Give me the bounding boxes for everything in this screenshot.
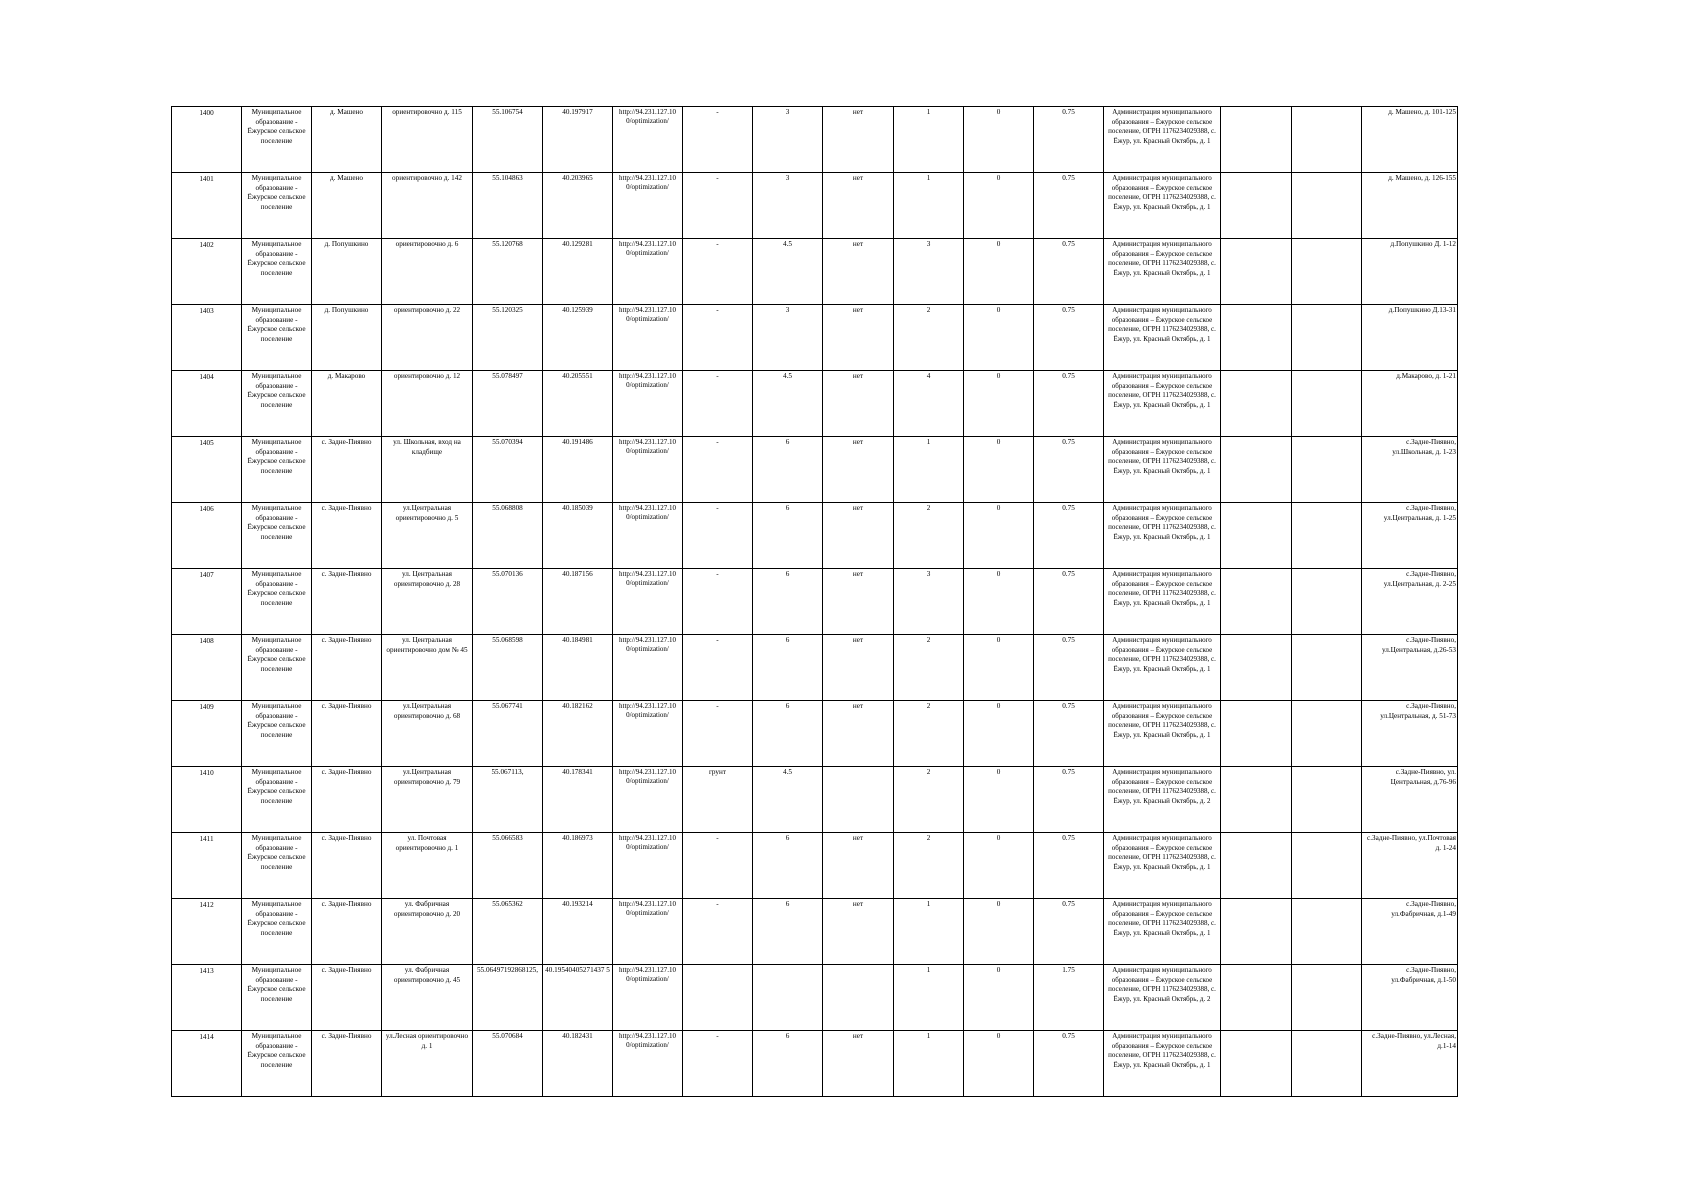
cell-cell-15 xyxy=(1221,701,1292,767)
cell-container-count: 2 xyxy=(894,635,964,701)
cell-latitude: 55.070136 xyxy=(473,569,543,635)
cell-location: ул.Лесная ориентировочно д. 1 xyxy=(382,1031,473,1097)
cell-container-count: 2 xyxy=(894,503,964,569)
cell-cell-15 xyxy=(1221,899,1292,965)
cell-settlement: д. Попушкино xyxy=(312,305,382,371)
cell-row-number: 1410 xyxy=(172,767,242,833)
cell-cell-16 xyxy=(1292,833,1362,899)
table-row xyxy=(172,371,1458,437)
cell-cell-16 xyxy=(1292,635,1362,701)
cell-row-number: 1413 xyxy=(172,965,242,1031)
cell-cell-16 xyxy=(1292,503,1362,569)
cell-container-volume: 0.75 xyxy=(1034,173,1104,239)
cell-container-count: 3 xyxy=(894,569,964,635)
cell-cell-16 xyxy=(1292,107,1362,173)
cell-scheme-link: http://94.231.127.10 0/optimization/ xyxy=(613,173,683,239)
cell-area: 6 xyxy=(753,701,823,767)
cell-fence xyxy=(823,767,894,833)
cell-fence: нет xyxy=(823,701,894,767)
cell-served-addresses: д. Машено, д. 126-155 xyxy=(1362,173,1458,239)
cell-location: ориентировочно д. 142 xyxy=(382,173,473,239)
cell-cell-16 xyxy=(1292,965,1362,1031)
cell-latitude: 55.06497192868125, xyxy=(473,965,543,1031)
cell-location: ул.Центральная ориентировочно д. 5 xyxy=(382,503,473,569)
cell-served-addresses: д.Попушкино Д.13-31 xyxy=(1362,305,1458,371)
cell-container-volume: 0.75 xyxy=(1034,239,1104,305)
cell-cell-15 xyxy=(1221,635,1292,701)
table-row xyxy=(172,1031,1458,1097)
cell-fence: нет xyxy=(823,371,894,437)
cell-cell-15 xyxy=(1221,503,1292,569)
cell-latitude: 55.067741 xyxy=(473,701,543,767)
cell-cell-16 xyxy=(1292,899,1362,965)
cell-container-count: 2 xyxy=(894,767,964,833)
cell-municipality: Муниципальное образование - Ёжурское сельское поселение xyxy=(242,701,312,767)
cell-cell-15 xyxy=(1221,833,1292,899)
cell-owner: Администрация муниципального образования – Ёжурское сельское поселение, ОГРН 1176234029388, с. Ёжур, ул. Красный Октябрь, д. 1 xyxy=(1104,371,1221,437)
cell-scheme-link: http://94.231.127.10 0/optimization/ xyxy=(613,239,683,305)
cell-container-volume: 0.75 xyxy=(1034,635,1104,701)
cell-scheme-link: http://94.231.127.10 0/optimization/ xyxy=(613,107,683,173)
cell-owner: Администрация муниципального образования – Ёжурское сельское поселение, ОГРН 1176234029388, с. Ёжур, ул. Красный Октябрь, д. 2 xyxy=(1104,767,1221,833)
cell-area: 3 xyxy=(753,305,823,371)
cell-longitude: 40.129281 xyxy=(543,239,613,305)
cell-owner: Администрация муниципального образования – Ёжурское сельское поселение, ОГРН 1176234029388, с. Ёжур, ул. Красный Октябрь, д. 1 xyxy=(1104,437,1221,503)
cell-area: 6 xyxy=(753,569,823,635)
cell-cell-15 xyxy=(1221,965,1292,1031)
cell-bunker-count: 0 xyxy=(964,635,1034,701)
cell-latitude: 55.068808 xyxy=(473,503,543,569)
cell-owner: Администрация муниципального образования – Ёжурское сельское поселение, ОГРН 1176234029388, с. Ёжур, ул. Красный Октябрь, д. 1 xyxy=(1104,833,1221,899)
cell-municipality: Муниципальное образование - Ёжурское сельское поселение xyxy=(242,899,312,965)
cell-container-count: 1 xyxy=(894,965,964,1031)
cell-municipality: Муниципальное образование - Ёжурское сельское поселение xyxy=(242,965,312,1031)
cell-location: ул. Школьная, вход на кладбище xyxy=(382,437,473,503)
cell-container-volume: 0.75 xyxy=(1034,437,1104,503)
cell-fence: нет xyxy=(823,503,894,569)
cell-settlement: с. Задне-Пиявно xyxy=(312,503,382,569)
table-row xyxy=(172,635,1458,701)
cell-bunker-count: 0 xyxy=(964,833,1034,899)
cell-longitude: 40.178341 xyxy=(543,767,613,833)
cell-container-volume: 0.75 xyxy=(1034,569,1104,635)
cell-surface: - xyxy=(683,371,753,437)
cell-longitude: 40.184981 xyxy=(543,635,613,701)
cell-settlement: с. Задне-Пиявно xyxy=(312,635,382,701)
cell-surface: - xyxy=(683,437,753,503)
cell-container-count: 3 xyxy=(894,239,964,305)
registry-table xyxy=(171,106,1458,1097)
cell-bunker-count: 0 xyxy=(964,371,1034,437)
cell-container-count: 1 xyxy=(894,437,964,503)
cell-container-count: 2 xyxy=(894,305,964,371)
cell-owner: Администрация муниципального образования – Ёжурское сельское поселение, ОГРН 1176234029388, с. Ёжур, ул. Красный Октябрь, д. 1 xyxy=(1104,1031,1221,1097)
cell-longitude: 40.193214 xyxy=(543,899,613,965)
cell-served-addresses: д. Машено, д. 101-125 xyxy=(1362,107,1458,173)
cell-municipality: Муниципальное образование - Ёжурское сельское поселение xyxy=(242,437,312,503)
cell-cell-16 xyxy=(1292,569,1362,635)
cell-longitude: 40.205551 xyxy=(543,371,613,437)
cell-scheme-link: http://94.231.127.10 0/optimization/ xyxy=(613,569,683,635)
cell-fence: нет xyxy=(823,899,894,965)
cell-settlement: д. Машено xyxy=(312,173,382,239)
cell-served-addresses: с.Задне-Пиявно, ул.Центральная, д.26-53 xyxy=(1362,635,1458,701)
cell-area: 4.5 xyxy=(753,767,823,833)
cell-municipality: Муниципальное образование - Ёжурское сельское поселение xyxy=(242,503,312,569)
cell-settlement: д. Макарово xyxy=(312,371,382,437)
cell-location: ул.Центральная ориентировочно д. 79 xyxy=(382,767,473,833)
cell-settlement: с. Задне-Пиявно xyxy=(312,569,382,635)
cell-served-addresses: с.Задне-Пиявно, ул.Фабричная, д.1-49 xyxy=(1362,899,1458,965)
cell-surface: - xyxy=(683,107,753,173)
cell-fence: нет xyxy=(823,635,894,701)
cell-cell-16 xyxy=(1292,305,1362,371)
cell-area: 4.5 xyxy=(753,371,823,437)
cell-latitude: 55.120768 xyxy=(473,239,543,305)
cell-fence xyxy=(823,965,894,1031)
cell-fence: нет xyxy=(823,107,894,173)
cell-cell-15 xyxy=(1221,437,1292,503)
cell-row-number: 1407 xyxy=(172,569,242,635)
cell-owner: Администрация муниципального образования – Ёжурское сельское поселение, ОГРН 1176234029388, с. Ёжур, ул. Красный Октябрь, д. 1 xyxy=(1104,107,1221,173)
cell-settlement: д. Попушкино xyxy=(312,239,382,305)
cell-surface: - xyxy=(683,503,753,569)
cell-container-volume: 0.75 xyxy=(1034,371,1104,437)
cell-container-volume: 1.75 xyxy=(1034,965,1104,1031)
table-row xyxy=(172,899,1458,965)
cell-row-number: 1411 xyxy=(172,833,242,899)
cell-longitude: 40.186973 xyxy=(543,833,613,899)
cell-container-count: 2 xyxy=(894,701,964,767)
cell-row-number: 1401 xyxy=(172,173,242,239)
cell-row-number: 1409 xyxy=(172,701,242,767)
cell-area xyxy=(753,965,823,1031)
cell-surface: - xyxy=(683,701,753,767)
cell-municipality: Муниципальное образование - Ёжурское сельское поселение xyxy=(242,767,312,833)
cell-container-count: 1 xyxy=(894,107,964,173)
cell-owner: Администрация муниципального образования – Ёжурское сельское поселение, ОГРН 1176234029388, с. Ёжур, ул. Красный Октябрь, д. 2 xyxy=(1104,965,1221,1031)
cell-row-number: 1406 xyxy=(172,503,242,569)
cell-scheme-link: http://94.231.127.10 0/optimization/ xyxy=(613,701,683,767)
cell-settlement: с. Задне-Пиявно xyxy=(312,437,382,503)
cell-municipality: Муниципальное образование - Ёжурское сельское поселение xyxy=(242,305,312,371)
cell-location: ул. Фабричная ориентировочно д. 45 xyxy=(382,965,473,1031)
cell-fence: нет xyxy=(823,173,894,239)
cell-latitude: 55.067113, xyxy=(473,767,543,833)
cell-row-number: 1414 xyxy=(172,1031,242,1097)
cell-container-count: 1 xyxy=(894,899,964,965)
cell-scheme-link: http://94.231.127.10 0/optimization/ xyxy=(613,833,683,899)
cell-owner: Администрация муниципального образования – Ёжурское сельское поселение, ОГРН 1176234029388, с. Ёжур, ул. Красный Октябрь, д. 1 xyxy=(1104,173,1221,239)
cell-cell-15 xyxy=(1221,173,1292,239)
cell-bunker-count: 0 xyxy=(964,173,1034,239)
cell-latitude: 55.120325 xyxy=(473,305,543,371)
cell-scheme-link: http://94.231.127.10 0/optimization/ xyxy=(613,305,683,371)
cell-owner: Администрация муниципального образования – Ёжурское сельское поселение, ОГРН 1176234029388, с. Ёжур, ул. Красный Октябрь, д. 1 xyxy=(1104,899,1221,965)
cell-settlement: с. Задне-Пиявно xyxy=(312,965,382,1031)
cell-cell-16 xyxy=(1292,173,1362,239)
cell-fence: нет xyxy=(823,569,894,635)
cell-scheme-link: http://94.231.127.10 0/optimization/ xyxy=(613,437,683,503)
cell-owner: Администрация муниципального образования – Ёжурское сельское поселение, ОГРН 1176234029388, с. Ёжур, ул. Красный Октябрь, д. 1 xyxy=(1104,635,1221,701)
cell-bunker-count: 0 xyxy=(964,239,1034,305)
cell-bunker-count: 0 xyxy=(964,437,1034,503)
cell-container-volume: 0.75 xyxy=(1034,503,1104,569)
cell-row-number: 1404 xyxy=(172,371,242,437)
cell-cell-16 xyxy=(1292,767,1362,833)
cell-bunker-count: 0 xyxy=(964,503,1034,569)
cell-container-volume: 0.75 xyxy=(1034,1031,1104,1097)
cell-area: 4.5 xyxy=(753,239,823,305)
cell-container-volume: 0.75 xyxy=(1034,899,1104,965)
cell-longitude: 40.187156 xyxy=(543,569,613,635)
cell-municipality: Муниципальное образование - Ёжурское сельское поселение xyxy=(242,371,312,437)
cell-longitude: 40.182431 xyxy=(543,1031,613,1097)
cell-municipality: Муниципальное образование - Ёжурское сельское поселение xyxy=(242,833,312,899)
cell-fence: нет xyxy=(823,1031,894,1097)
cell-latitude: 55.104863 xyxy=(473,173,543,239)
cell-scheme-link: http://94.231.127.10 0/optimization/ xyxy=(613,767,683,833)
cell-area: 6 xyxy=(753,635,823,701)
table-row xyxy=(172,767,1458,833)
cell-latitude: 55.106754 xyxy=(473,107,543,173)
table-row xyxy=(172,503,1458,569)
cell-location: ориентировочно д. 115 xyxy=(382,107,473,173)
table-row xyxy=(172,569,1458,635)
table-row xyxy=(172,305,1458,371)
cell-latitude: 55.070394 xyxy=(473,437,543,503)
cell-cell-15 xyxy=(1221,569,1292,635)
cell-longitude: 40.182162 xyxy=(543,701,613,767)
table-row xyxy=(172,107,1458,173)
cell-cell-15 xyxy=(1221,1031,1292,1097)
cell-settlement: с. Задне-Пиявно xyxy=(312,899,382,965)
cell-settlement: с. Задне-Пиявно xyxy=(312,701,382,767)
cell-served-addresses: с.Задне-Пиявно, ул.Лесная, д.1-14 xyxy=(1362,1031,1458,1097)
cell-longitude: 40.191486 xyxy=(543,437,613,503)
cell-municipality: Муниципальное образование - Ёжурское сельское поселение xyxy=(242,635,312,701)
cell-latitude: 55.078497 xyxy=(473,371,543,437)
table-body xyxy=(172,107,1458,1097)
table-row xyxy=(172,965,1458,1031)
cell-settlement: с. Задне-Пиявно xyxy=(312,767,382,833)
cell-surface: - xyxy=(683,569,753,635)
cell-latitude: 55.065362 xyxy=(473,899,543,965)
cell-bunker-count: 0 xyxy=(964,305,1034,371)
cell-area: 6 xyxy=(753,1031,823,1097)
cell-municipality: Муниципальное образование - Ёжурское сельское поселение xyxy=(242,1031,312,1097)
cell-latitude: 55.066583 xyxy=(473,833,543,899)
cell-cell-15 xyxy=(1221,371,1292,437)
cell-scheme-link: http://94.231.127.10 0/optimization/ xyxy=(613,899,683,965)
cell-bunker-count: 0 xyxy=(964,767,1034,833)
cell-served-addresses: с.Задне-Пиявно, ул.Центральная, д. 2-25 xyxy=(1362,569,1458,635)
cell-owner: Администрация муниципального образования – Ёжурское сельское поселение, ОГРН 1176234029388, с. Ёжур, ул. Красный Октябрь, д. 1 xyxy=(1104,569,1221,635)
cell-container-count: 4 xyxy=(894,371,964,437)
cell-bunker-count: 0 xyxy=(964,107,1034,173)
cell-surface: - xyxy=(683,833,753,899)
cell-settlement: с. Задне-Пиявно xyxy=(312,833,382,899)
cell-location: ул. Центральная ориентировочно д. 28 xyxy=(382,569,473,635)
cell-longitude: 40.197917 xyxy=(543,107,613,173)
cell-area: 3 xyxy=(753,107,823,173)
cell-municipality: Муниципальное образование - Ёжурское сельское поселение xyxy=(242,569,312,635)
cell-location: ул.Центральная ориентировочно д. 68 xyxy=(382,701,473,767)
cell-fence: нет xyxy=(823,305,894,371)
cell-longitude: 40.125939 xyxy=(543,305,613,371)
cell-served-addresses: д.Макарово, д. 1-21 xyxy=(1362,371,1458,437)
cell-municipality: Муниципальное образование - Ёжурское сельское поселение xyxy=(242,239,312,305)
cell-location: ориентировочно д. 12 xyxy=(382,371,473,437)
table-row xyxy=(172,239,1458,305)
table-row xyxy=(172,833,1458,899)
cell-location: ул. Почтовая ориентировочно д. 1 xyxy=(382,833,473,899)
cell-container-volume: 0.75 xyxy=(1034,305,1104,371)
cell-container-volume: 0.75 xyxy=(1034,701,1104,767)
cell-bunker-count: 0 xyxy=(964,899,1034,965)
cell-surface: - xyxy=(683,305,753,371)
table-row xyxy=(172,173,1458,239)
cell-bunker-count: 0 xyxy=(964,965,1034,1031)
cell-fence: нет xyxy=(823,437,894,503)
cell-cell-16 xyxy=(1292,239,1362,305)
cell-row-number: 1408 xyxy=(172,635,242,701)
table-row xyxy=(172,701,1458,767)
cell-surface: - xyxy=(683,899,753,965)
cell-surface: - xyxy=(683,1031,753,1097)
cell-served-addresses: с.Задне-Пиявно, ул. Центральная, д.76-96 xyxy=(1362,767,1458,833)
cell-area: 6 xyxy=(753,437,823,503)
cell-municipality: Муниципальное образование - Ёжурское сельское поселение xyxy=(242,107,312,173)
cell-served-addresses: с.Задне-Пиявно, ул.Центральная, д. 51-73 xyxy=(1362,701,1458,767)
cell-scheme-link: http://94.231.127.10 0/optimization/ xyxy=(613,371,683,437)
cell-owner: Администрация муниципального образования – Ёжурское сельское поселение, ОГРН 1176234029388, с. Ёжур, ул. Красный Октябрь, д. 1 xyxy=(1104,305,1221,371)
cell-served-addresses: д.Попушкино Д. 1-12 xyxy=(1362,239,1458,305)
cell-row-number: 1405 xyxy=(172,437,242,503)
cell-fence: нет xyxy=(823,833,894,899)
cell-municipality: Муниципальное образование - Ёжурское сельское поселение xyxy=(242,173,312,239)
cell-cell-15 xyxy=(1221,239,1292,305)
table-row xyxy=(172,437,1458,503)
cell-area: 3 xyxy=(753,173,823,239)
cell-settlement: д. Машено xyxy=(312,107,382,173)
cell-area: 6 xyxy=(753,503,823,569)
cell-area: 6 xyxy=(753,899,823,965)
cell-surface: - xyxy=(683,173,753,239)
cell-owner: Администрация муниципального образования – Ёжурское сельское поселение, ОГРН 1176234029388, с. Ёжур, ул. Красный Октябрь, д. 1 xyxy=(1104,701,1221,767)
cell-location: ориентировочно д. 6 xyxy=(382,239,473,305)
cell-location: ул. Фабричная ориентировочно д. 20 xyxy=(382,899,473,965)
cell-container-count: 1 xyxy=(894,1031,964,1097)
cell-cell-16 xyxy=(1292,437,1362,503)
cell-row-number: 1412 xyxy=(172,899,242,965)
cell-bunker-count: 0 xyxy=(964,569,1034,635)
cell-cell-16 xyxy=(1292,1031,1362,1097)
cell-container-volume: 0.75 xyxy=(1034,107,1104,173)
cell-served-addresses: с.Задне-Пиявно, ул.Фабричная, д.1-50 xyxy=(1362,965,1458,1031)
cell-surface: грунт xyxy=(683,767,753,833)
cell-location: ул. Центральная ориентировочно дом № 45 xyxy=(382,635,473,701)
cell-cell-16 xyxy=(1292,701,1362,767)
cell-owner: Администрация муниципального образования – Ёжурское сельское поселение, ОГРН 1176234029388, с. Ёжур, ул. Красный Октябрь, д. 1 xyxy=(1104,503,1221,569)
cell-scheme-link: http://94.231.127.10 0/optimization/ xyxy=(613,1031,683,1097)
cell-scheme-link: http://94.231.127.10 0/optimization/ xyxy=(613,503,683,569)
cell-cell-15 xyxy=(1221,107,1292,173)
cell-longitude: 40.185039 xyxy=(543,503,613,569)
cell-bunker-count: 0 xyxy=(964,701,1034,767)
cell-fence: нет xyxy=(823,239,894,305)
cell-row-number: 1403 xyxy=(172,305,242,371)
cell-row-number: 1402 xyxy=(172,239,242,305)
cell-location: ориентировочно д. 22 xyxy=(382,305,473,371)
cell-served-addresses: с.Задне-Пиявно, ул.Почтовая д. 1-24 xyxy=(1362,833,1458,899)
cell-surface xyxy=(683,965,753,1031)
cell-container-count: 1 xyxy=(894,173,964,239)
cell-area: 6 xyxy=(753,833,823,899)
cell-container-volume: 0.75 xyxy=(1034,833,1104,899)
cell-cell-15 xyxy=(1221,305,1292,371)
cell-served-addresses: с.Задне-Пиявно, ул.Центральная, д. 1-25 xyxy=(1362,503,1458,569)
cell-row-number: 1400 xyxy=(172,107,242,173)
cell-latitude: 55.068598 xyxy=(473,635,543,701)
cell-cell-16 xyxy=(1292,371,1362,437)
cell-container-count: 2 xyxy=(894,833,964,899)
cell-cell-15 xyxy=(1221,767,1292,833)
cell-longitude: 40.19540405271437 5 xyxy=(543,965,613,1031)
cell-surface: - xyxy=(683,239,753,305)
cell-served-addresses: с.Задне-Пиявно, ул.Школьная, д. 1-23 xyxy=(1362,437,1458,503)
cell-owner: Администрация муниципального образования – Ёжурское сельское поселение, ОГРН 1176234029388, с. Ёжур, ул. Красный Октябрь, д. 1 xyxy=(1104,239,1221,305)
cell-settlement: с. Задне-Пиявно xyxy=(312,1031,382,1097)
cell-bunker-count: 0 xyxy=(964,1031,1034,1097)
cell-container-volume: 0.75 xyxy=(1034,767,1104,833)
cell-scheme-link: http://94.231.127.10 0/optimization/ xyxy=(613,635,683,701)
cell-surface: - xyxy=(683,635,753,701)
cell-longitude: 40.203965 xyxy=(543,173,613,239)
cell-scheme-link: http://94.231.127.10 0/optimization/ xyxy=(613,965,683,1031)
cell-latitude: 55.070684 xyxy=(473,1031,543,1097)
